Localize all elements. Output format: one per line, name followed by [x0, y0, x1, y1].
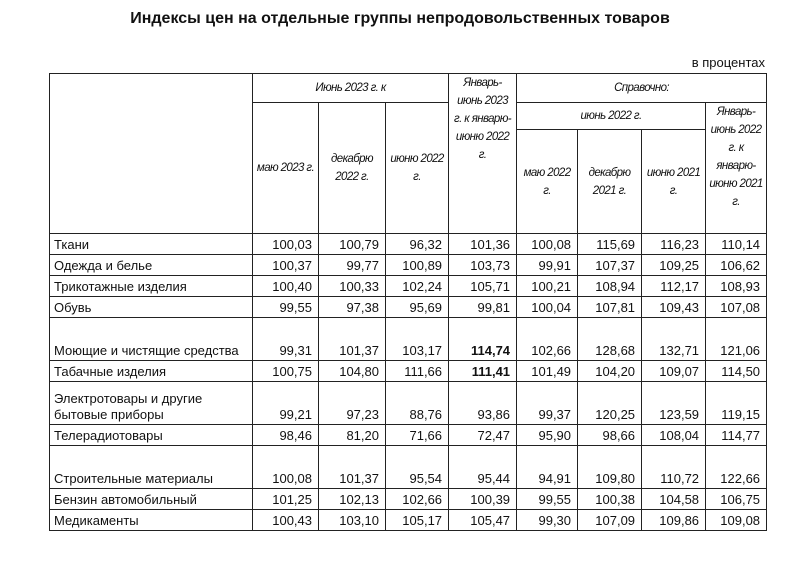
cell-value: 128,68: [578, 318, 642, 361]
cell-value: 109,25: [642, 255, 706, 276]
header-june-2023-to: Июнь 2023 г. к: [253, 74, 449, 103]
cell-value: 110,72: [642, 446, 706, 489]
cell-value: 100,89: [386, 255, 449, 276]
row-label: Моющие и чистящие средства: [50, 318, 253, 361]
header-may-2023: маю 2023 г.: [253, 103, 319, 234]
cell-value: 104,80: [319, 361, 386, 382]
cell-value: 100,40: [253, 276, 319, 297]
cell-value: 102,13: [319, 489, 386, 510]
table-row: [50, 425, 767, 446]
cell-value: 105,47: [449, 510, 517, 531]
table-row: [50, 510, 767, 531]
cell-value: 101,49: [517, 361, 578, 382]
table-row: [50, 234, 767, 255]
cell-value: 116,23: [642, 234, 706, 255]
cell-value: 103,73: [449, 255, 517, 276]
header-jun-2021: июню 2021 г.: [642, 130, 706, 234]
cell-value: 121,06: [706, 318, 767, 361]
cell-value: 108,94: [578, 276, 642, 297]
cell-value: 111,41: [449, 361, 517, 382]
cell-value: 99,21: [253, 382, 319, 425]
cell-value: 99,77: [319, 255, 386, 276]
cell-value: 103,10: [319, 510, 386, 531]
cell-value: 100,08: [253, 446, 319, 489]
cell-value: 99,91: [517, 255, 578, 276]
page-title: Индексы цен на отдельные группы непродовольственных товаров: [130, 10, 670, 27]
cell-value: 100,75: [253, 361, 319, 382]
table-row: [50, 297, 767, 318]
row-label: Бензин автомобильный: [50, 489, 253, 510]
table-row: [50, 382, 767, 425]
cell-value: 101,25: [253, 489, 319, 510]
cell-value: 102,66: [386, 489, 449, 510]
cell-value: 97,23: [319, 382, 386, 425]
cell-value: 102,24: [386, 276, 449, 297]
cell-value: 104,58: [642, 489, 706, 510]
cell-value: 106,75: [706, 489, 767, 510]
cell-value: 98,66: [578, 425, 642, 446]
cell-value: 99,31: [253, 318, 319, 361]
header-jan-june-2023: Январь-июнь 2023 г. к январю-июню 2022 г.: [449, 74, 517, 234]
cell-value: 112,17: [642, 276, 706, 297]
cell-value: 120,25: [578, 382, 642, 425]
cell-value: 108,93: [706, 276, 767, 297]
row-label: Одежда и белье: [50, 255, 253, 276]
row-label: Обувь: [50, 297, 253, 318]
cell-value: 101,36: [449, 234, 517, 255]
cell-value: 114,50: [706, 361, 767, 382]
cell-value: 100,39: [449, 489, 517, 510]
cell-value: 110,14: [706, 234, 767, 255]
cell-value: 81,20: [319, 425, 386, 446]
table-row: [50, 489, 767, 510]
cell-value: 111,66: [386, 361, 449, 382]
cell-value: 104,20: [578, 361, 642, 382]
cell-value: 102,66: [517, 318, 578, 361]
cell-value: 132,71: [642, 318, 706, 361]
cell-value: 107,81: [578, 297, 642, 318]
header-for-reference: Справочно:: [517, 74, 767, 103]
cell-value: 114,74: [449, 318, 517, 361]
row-label: Электротовары и другие бытовые приборы: [50, 382, 253, 425]
cell-value: 88,76: [386, 382, 449, 425]
cell-value: 99,30: [517, 510, 578, 531]
header-june-2022-to: июнь 2022 г.: [517, 103, 706, 130]
cell-value: 95,44: [449, 446, 517, 489]
header-jun-2022: июню 2022 г.: [386, 103, 449, 234]
cell-value: 107,09: [578, 510, 642, 531]
cell-value: 99,55: [517, 489, 578, 510]
row-label: Табачные изделия: [50, 361, 253, 382]
cell-value: 100,79: [319, 234, 386, 255]
cell-value: 107,08: [706, 297, 767, 318]
cell-value: 123,59: [642, 382, 706, 425]
cell-value: 71,66: [386, 425, 449, 446]
header-dec-2021: декабрю 2021 г.: [578, 130, 642, 234]
cell-value: 100,33: [319, 276, 386, 297]
cell-value: 114,77: [706, 425, 767, 446]
cell-value: 93,86: [449, 382, 517, 425]
header-may-2022: маю 2022 г.: [517, 130, 578, 234]
price-index-table: [49, 73, 767, 531]
cell-value: 106,62: [706, 255, 767, 276]
table-row: [50, 276, 767, 297]
cell-value: 109,80: [578, 446, 642, 489]
table-row: [50, 446, 767, 489]
cell-value: 105,71: [449, 276, 517, 297]
cell-value: 103,17: [386, 318, 449, 361]
cell-value: 97,38: [319, 297, 386, 318]
header-jan-june-2022: Январь-июнь 2022 г. к январю-июню 2021 г.: [706, 103, 767, 234]
row-label: Трикотажные изделия: [50, 276, 253, 297]
row-label: Медикаменты: [50, 510, 253, 531]
cell-value: 100,37: [253, 255, 319, 276]
cell-value: 95,69: [386, 297, 449, 318]
cell-value: 101,37: [319, 318, 386, 361]
cell-value: 100,04: [517, 297, 578, 318]
table-row: [50, 255, 767, 276]
cell-value: 109,08: [706, 510, 767, 531]
cell-value: 101,37: [319, 446, 386, 489]
cell-value: 99,81: [449, 297, 517, 318]
cell-value: 72,47: [449, 425, 517, 446]
table-row: [50, 318, 767, 361]
cell-value: 100,43: [253, 510, 319, 531]
cell-value: 100,03: [253, 234, 319, 255]
cell-value: 100,21: [517, 276, 578, 297]
cell-value: 98,46: [253, 425, 319, 446]
table-row: [50, 361, 767, 382]
cell-value: 109,86: [642, 510, 706, 531]
cell-value: 109,07: [642, 361, 706, 382]
cell-value: 100,08: [517, 234, 578, 255]
cell-value: 122,66: [706, 446, 767, 489]
row-label: Ткани: [50, 234, 253, 255]
cell-value: 119,15: [706, 382, 767, 425]
cell-value: 95,90: [517, 425, 578, 446]
header-dec-2022: декабрю 2022 г.: [319, 103, 386, 234]
header-corner: [50, 74, 253, 234]
row-label: Строительные материалы: [50, 446, 253, 489]
cell-value: 107,37: [578, 255, 642, 276]
cell-value: 100,38: [578, 489, 642, 510]
cell-value: 105,17: [386, 510, 449, 531]
cell-value: 115,69: [578, 234, 642, 255]
cell-value: 94,91: [517, 446, 578, 489]
units-note: в процентах: [691, 55, 765, 70]
cell-value: 108,04: [642, 425, 706, 446]
cell-value: 99,37: [517, 382, 578, 425]
row-label: Телерадиотовары: [50, 425, 253, 446]
cell-value: 109,43: [642, 297, 706, 318]
cell-value: 96,32: [386, 234, 449, 255]
cell-value: 95,54: [386, 446, 449, 489]
cell-value: 99,55: [253, 297, 319, 318]
